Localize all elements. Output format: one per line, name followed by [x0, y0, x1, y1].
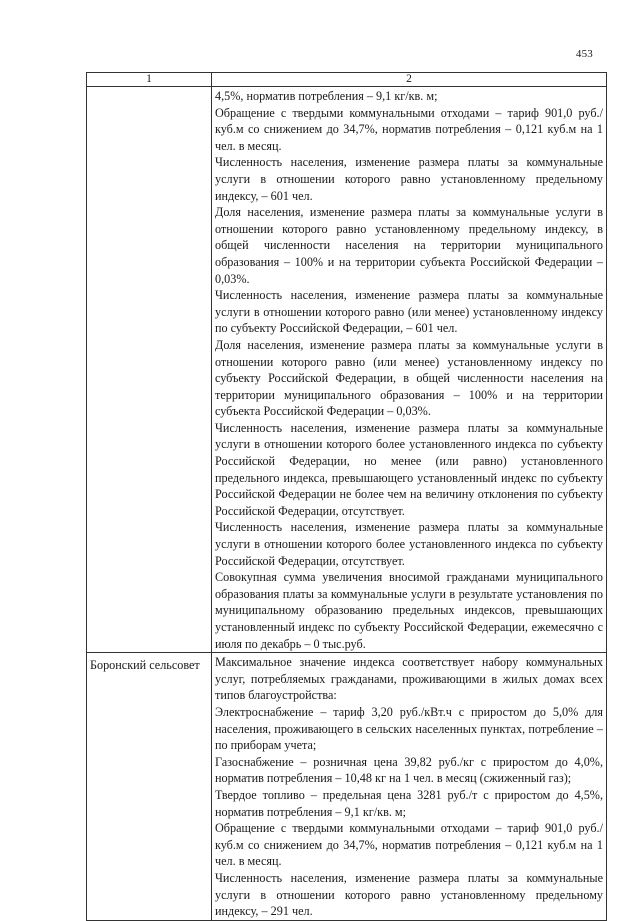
tariff-table	[86, 72, 607, 921]
municipality-cell: Боронский сельсовет	[87, 653, 212, 921]
text-paragraph: Численность населения, изменение размера платы за коммунальные услуги в отношении которого более установленного индекса по субъекту Российской Федерации, отсутствует.	[215, 520, 603, 568]
municipality-cell	[87, 87, 212, 653]
text-paragraph: Доля населения, изменение размера платы за коммунальные услуги в отношении которого равно установленному предельному индексу, в общей численности населения на территории муниципального образования – 100% и на территории субъекта Российской Федерации – 0,03%.	[215, 205, 603, 286]
text-paragraph: Твердое топливо – предельная цена 3281 руб./т с приростом до 4,5%, норматив потребления – 9,1 кг/кв. м;	[215, 787, 603, 819]
text-paragraph: Численность населения, изменение размера платы за коммунальные услуги в отношении которого более установленного индекса по субъекту Российской Федерации, но менее (или равно) установленного предельного индекса, превышающего установленный индекс по субъекту Российской Федерации не более чем на величину отклонения по субъекту Российской Федерации, отсутствует.	[215, 420, 603, 518]
text-paragraph: Максимальное значение индекса соответствует набору коммунальных услуг, потребляемых гражданами, проживающими в жилых домах всех типов благоустройства:	[215, 655, 603, 703]
text-paragraph: Доля населения, изменение размера платы за коммунальные услуги в отношении которого равно (или менее) установленному индексу по субъекту Российской Федерации, в общей численности населения на территории муниципального образования – 100% и на территории субъекта Российской Федерации – 0,03%.	[215, 337, 603, 419]
text-paragraph: Численность населения, изменение размера платы за коммунальные услуги в отношении которого равно (или менее) установленному индексу по субъекту Российской Федерации, – 601 чел.	[215, 288, 603, 336]
text-paragraph: Обращение с твердыми коммунальными отходами – тариф 901,0 руб./куб.м со снижением до 34,7%, норматив потребления – 0,121 куб.м на 1 чел. в месяц.	[215, 821, 603, 869]
text-paragraph: Газоснабжение – розничная цена 39,82 руб./кг с приростом до 4,0%, норматив потребления – 10,48 кг на 1 чел. в месяц (сжиженный газ);	[215, 754, 603, 786]
text-paragraph: Численность населения, изменение размера платы за коммунальные услуги в отношении которого равно установленному предельному индексу, – 291 чел.	[215, 870, 603, 919]
indicator-text-cell	[212, 87, 607, 653]
column-header-2: 2	[212, 73, 607, 87]
text-paragraph: Численность населения, изменение размера платы за коммунальные услуги в отношении которого равно установленному предельному индексу, – 601 чел.	[215, 155, 603, 203]
table-header-row	[87, 73, 607, 87]
table-row	[87, 87, 607, 653]
column-header-1: 1	[87, 73, 212, 87]
table-row	[87, 653, 607, 921]
page-number: 453	[575, 48, 593, 60]
indicator-text-cell	[212, 653, 607, 921]
text-paragraph: Совокупная сумма увеличения вносимой гражданами муниципального образования платы за коммунальные услуги в результате установления по муниципальному образованию предельных индексов, превышающих установленный индекс по субъекту Российской Федерации, ежемесячно с июля по декабрь – 0 тыс.руб.	[215, 570, 603, 651]
text-paragraph: Электроснабжение – тариф 3,20 руб./кВт.ч с приростом до 5,0% для населения, проживающего в сельских населенных пунктах, потребление – по приборам учета;	[215, 704, 603, 753]
text-paragraph: Обращение с твердыми коммунальными отходами – тариф 901,0 руб./куб.м со снижением до 34,7%, норматив потребления – 0,121 куб.м на 1 чел. в месяц.	[215, 105, 603, 153]
text-paragraph: 4,5%, норматив потребления – 9,1 кг/кв. м;	[215, 89, 438, 103]
